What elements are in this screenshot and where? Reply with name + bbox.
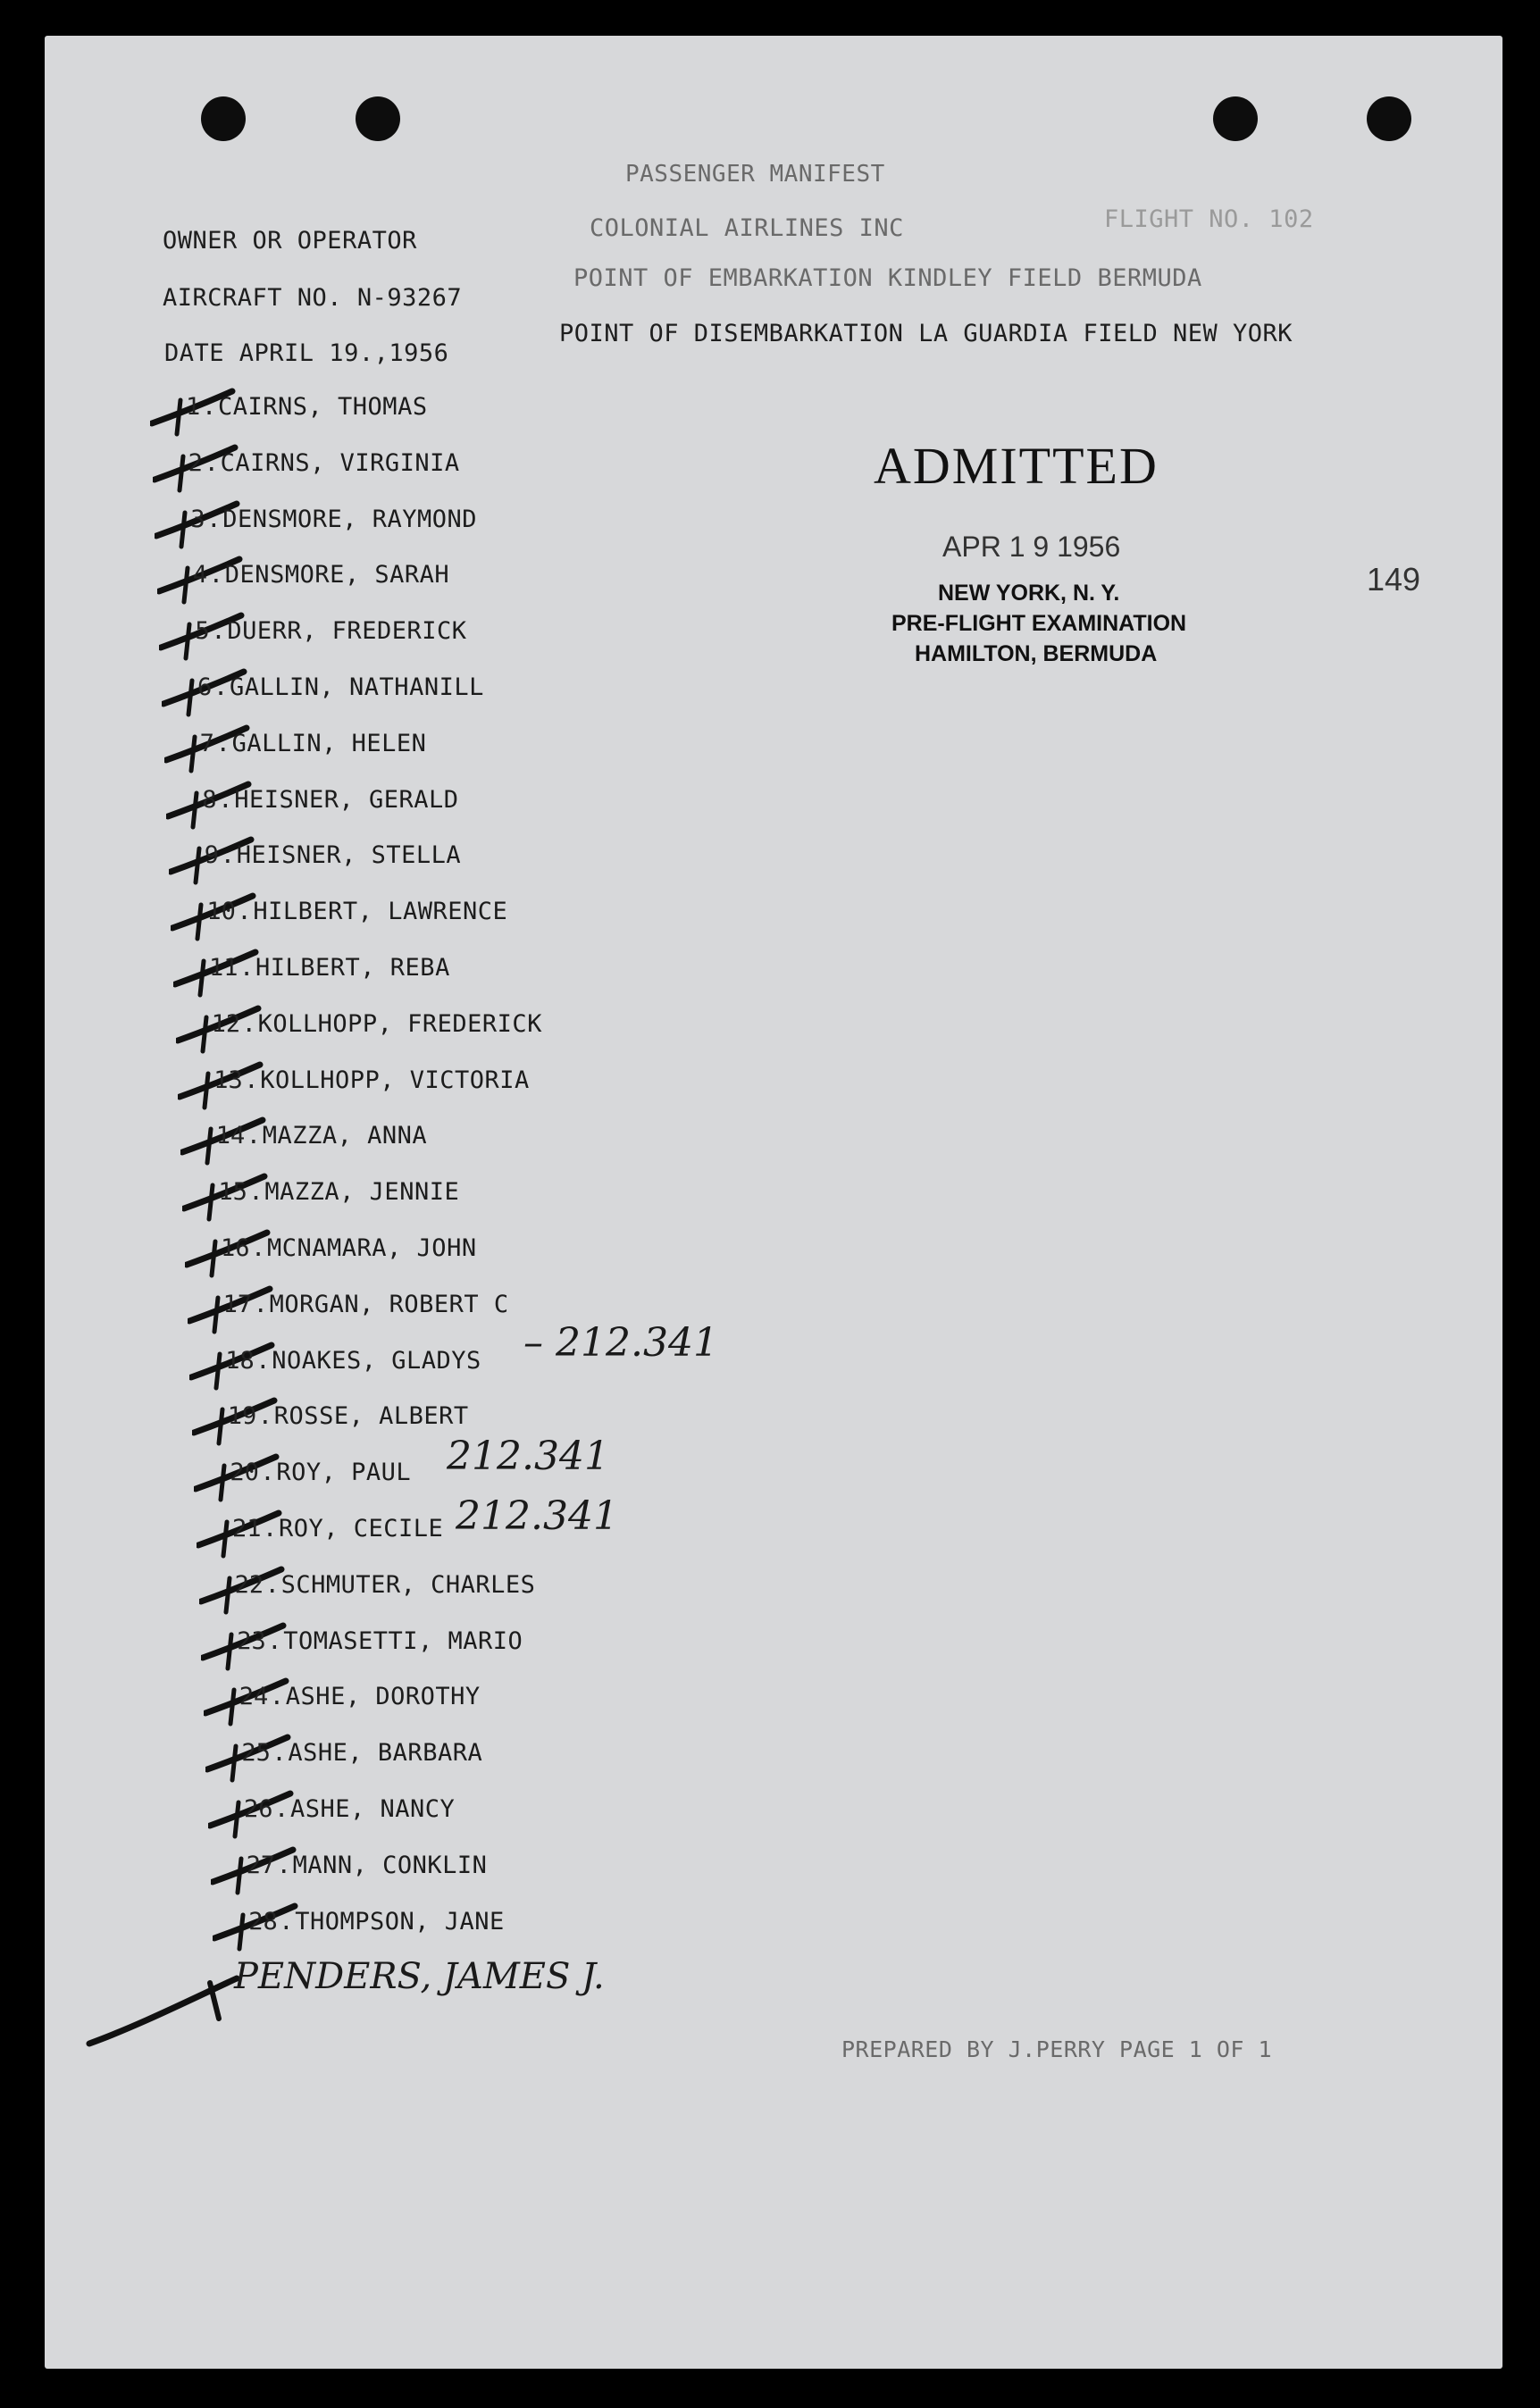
passenger-name: ASHE, DOROTHY — [285, 1683, 481, 1711]
prepared-by: PREPARED BY J.PERRY PAGE 1 OF 1 — [841, 2036, 1273, 2062]
passenger-name: DUERR, FREDERICK — [227, 617, 467, 646]
table-row — [157, 561, 622, 597]
passenger-name: GALLIN, HELEN — [231, 729, 427, 757]
passenger-name: DENSMORE, SARAH — [224, 561, 450, 589]
passenger-name: HEISNER, STELLA — [236, 841, 462, 870]
table-row — [176, 1010, 640, 1046]
passenger-number: 7 — [199, 729, 214, 757]
passenger-number: 9 — [204, 841, 220, 870]
separator: . — [211, 617, 226, 646]
admitted-stamp-city: NEW YORK, N. Y. — [938, 581, 1120, 606]
table-row — [171, 898, 635, 933]
passenger-name: MCNAMARA, JOHN — [267, 1234, 477, 1262]
table-row — [199, 1571, 664, 1607]
handwritten-note: – 212.341 — [523, 1320, 718, 1366]
passenger-number: 3 — [190, 505, 205, 533]
separator: . — [239, 954, 255, 982]
passenger-number: 28 — [248, 1907, 278, 1936]
separator: . — [246, 1122, 262, 1150]
passenger-name: DENSMORE, RAYMOND — [222, 505, 478, 533]
manifest-title: PASSENGER MANIFEST — [625, 161, 885, 188]
table-row — [159, 617, 624, 653]
punch-hole — [1367, 96, 1411, 141]
separator: . — [264, 1570, 280, 1599]
passenger-number: 5 — [195, 617, 210, 646]
table-row — [205, 1739, 670, 1775]
passenger-name: KOLLHOPP, FREDERICK — [257, 1009, 542, 1038]
separator: . — [267, 1626, 282, 1655]
table-row — [182, 1178, 647, 1214]
passenger-number: 2 — [188, 448, 203, 477]
passenger-name: ROY, PAUL — [276, 1459, 412, 1487]
table-row — [166, 786, 631, 822]
passenger-name: ASHE, NANCY — [290, 1795, 456, 1823]
separator: . — [204, 448, 219, 477]
table-row — [180, 1122, 645, 1158]
passenger-number: 19 — [227, 1402, 257, 1431]
passenger-name: HILBERT, REBA — [255, 954, 450, 982]
table-row — [185, 1234, 649, 1270]
passenger-number: 21 — [232, 1515, 262, 1543]
separator: . — [274, 1795, 289, 1823]
table-row — [169, 841, 633, 877]
passenger-name: NOAKES, GLADYS — [272, 1346, 481, 1375]
passenger-name: MORGAN, ROBERT C — [269, 1290, 509, 1318]
passenger-name: MANN, CONKLIN — [292, 1851, 488, 1879]
passenger-number: 22 — [234, 1570, 264, 1599]
table-row — [208, 1795, 673, 1831]
handwritten-passenger: PENDERS, JAMES J. — [234, 1956, 605, 1997]
separator: . — [241, 1009, 256, 1038]
separator: . — [213, 673, 229, 701]
passenger-name: GALLIN, NATHANILL — [230, 673, 484, 701]
passenger-name: SCHMUTER, CHARLES — [280, 1570, 536, 1599]
table-row — [173, 954, 638, 990]
table-row — [178, 1066, 642, 1102]
separator: . — [218, 785, 233, 814]
passenger-name: MAZZA, ANNA — [262, 1122, 428, 1150]
disembarkation-point: POINT OF DISEMBARKATION LA GUARDIA FIELD NEW YORK — [559, 320, 1293, 347]
passenger-number: 24 — [239, 1683, 269, 1711]
page-number: 149 — [1367, 561, 1421, 598]
separator: . — [279, 1907, 294, 1936]
table-row — [211, 1852, 675, 1887]
separator: . — [257, 1402, 273, 1431]
separator: . — [248, 1178, 264, 1207]
passenger-number: 23 — [237, 1626, 266, 1655]
passenger-number: 16 — [221, 1234, 250, 1262]
separator: . — [276, 1851, 291, 1879]
punch-hole — [1213, 96, 1258, 141]
passenger-number: 20 — [230, 1459, 259, 1487]
separator: . — [260, 1459, 275, 1487]
separator: . — [202, 393, 217, 421]
separator: . — [208, 561, 224, 589]
passenger-name: MAZZA, JENNIE — [264, 1178, 460, 1207]
separator: . — [263, 1515, 278, 1543]
handwritten-note: 212.341 — [447, 1434, 609, 1479]
passenger-number: 1 — [186, 393, 201, 421]
separator: . — [220, 841, 236, 870]
handwritten-note: 212.341 — [456, 1493, 618, 1539]
passenger-name: ASHE, BARBARA — [288, 1739, 483, 1768]
passenger-number: 12 — [211, 1009, 241, 1038]
table-row — [164, 730, 629, 765]
passenger-number: 11 — [209, 954, 239, 982]
table-row — [201, 1627, 665, 1663]
table-row — [162, 673, 626, 709]
passenger-number: 8 — [202, 785, 217, 814]
admitted-stamp-place: HAMILTON, BERMUDA — [915, 641, 1158, 666]
passenger-number: 13 — [213, 1066, 243, 1094]
separator: . — [272, 1739, 287, 1768]
passenger-number: 25 — [241, 1739, 271, 1768]
table-row — [204, 1683, 668, 1718]
operator-label: OWNER OR OPERATOR — [163, 227, 417, 255]
separator: . — [251, 1234, 266, 1262]
separator: . — [255, 1346, 271, 1375]
passenger-name: THOMPSON, JANE — [295, 1907, 505, 1936]
punch-hole — [356, 96, 400, 141]
separator: . — [253, 1290, 268, 1318]
passenger-number: 18 — [225, 1346, 255, 1375]
passenger-number: 14 — [215, 1122, 246, 1150]
passenger-number: 27 — [246, 1851, 276, 1879]
separator: . — [206, 505, 222, 533]
passenger-name: CAIRNS, THOMAS — [218, 393, 428, 421]
punch-hole — [201, 96, 246, 141]
manifest-date: DATE APRIL 19.,1956 — [164, 339, 449, 367]
passenger-name: HEISNER, GERALD — [234, 785, 459, 814]
embarkation-point: POINT OF EMBARKATION KINDLEY FIELD BERMUDA — [573, 264, 1202, 292]
admitted-stamp-title: ADMITTED — [874, 437, 1159, 495]
admitted-stamp-date: APR 1 9 1956 — [942, 531, 1121, 563]
passenger-name: ROSSE, ALBERT — [273, 1402, 469, 1431]
separator: . — [237, 898, 252, 926]
table-row — [213, 1908, 677, 1944]
separator: . — [215, 729, 230, 757]
passenger-number: 10 — [206, 898, 236, 926]
passenger-number: 15 — [218, 1178, 247, 1207]
table-row — [150, 393, 615, 429]
passenger-number: 4 — [192, 561, 208, 589]
passenger-name: CAIRNS, VIRGINIA — [220, 448, 460, 477]
passenger-number: 6 — [197, 673, 213, 701]
aircraft-number: AIRCRAFT NO. N-93267 — [163, 284, 463, 312]
admitted-stamp-exam: PRE-FLIGHT EXAMINATION — [891, 611, 1187, 636]
passenger-name: ROY, CECILE — [279, 1515, 444, 1543]
separator: . — [269, 1683, 285, 1711]
passenger-number: 17 — [222, 1290, 253, 1318]
separator: . — [244, 1066, 259, 1094]
passenger-name: KOLLHOPP, VICTORIA — [260, 1066, 530, 1094]
passenger-name: HILBERT, LAWRENCE — [253, 898, 508, 926]
passenger-number: 26 — [244, 1795, 273, 1823]
passenger-name: TOMASETTI, MARIO — [283, 1626, 523, 1655]
table-row — [153, 449, 617, 485]
table-row — [155, 506, 619, 541]
flight-number: FLIGHT NO. 102 — [1104, 205, 1314, 233]
operator-value: COLONIAL AIRLINES INC — [590, 214, 904, 242]
